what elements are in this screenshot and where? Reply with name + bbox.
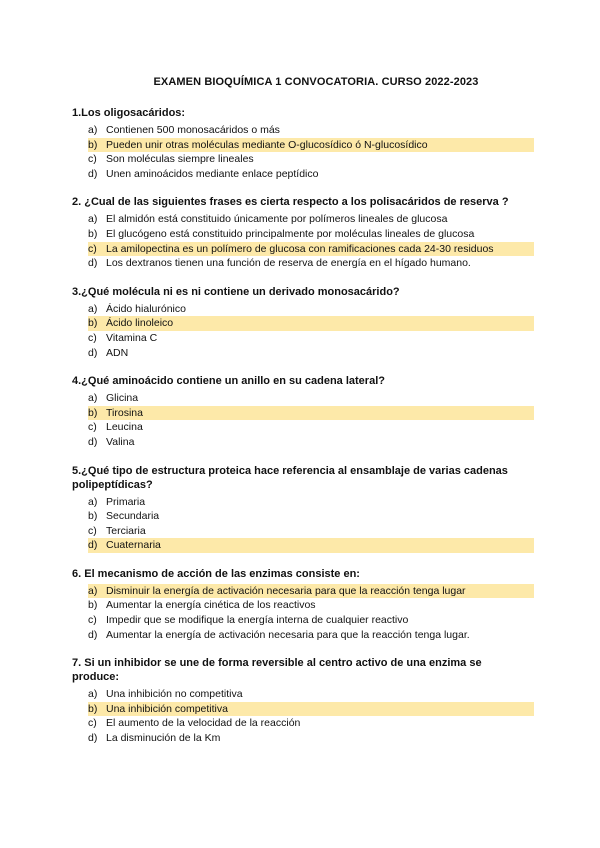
question-7 [72,656,560,745]
option-text: Los dextranos tienen una función de reserva de energía en el hígado humano. [106,257,471,270]
answer-option [72,152,560,167]
option-text: Una inhibición competitiva [106,702,228,715]
highlighted-answer-option [88,702,534,717]
option-letter: b) [88,599,98,612]
option-list [72,495,560,553]
option-letter: d) [88,628,98,641]
option-letter: a) [88,302,98,315]
answer-option [72,391,560,406]
option-text: Disminuir la energía de activación necesaria para que la reacción tenga lugar [106,584,466,597]
option-text: Terciaria [106,524,146,537]
question-3 [72,285,560,360]
option-letter: a) [88,584,98,597]
answer-option [72,302,560,317]
option-text: Primaria [106,495,146,508]
option-letter: d) [88,167,98,180]
answer-option [72,613,560,628]
question-5 [72,464,560,553]
question-text: 6. El mecanismo de acción de las enzimas consiste en: [72,567,360,580]
option-text: Aumentar la energía cinética de los reactivos [106,599,316,612]
option-list [72,391,560,449]
option-letter: c) [88,614,97,627]
option-letter: c) [88,421,97,434]
option-text: El almidón está constituido únicamente por polímeros lineales de glucosa [106,213,448,226]
answer-option [72,598,560,613]
option-text: El glucógeno está constituido principalmente por moléculas lineales de glucosa [106,227,475,240]
answer-option [72,420,560,435]
option-text: Unen aminoácidos mediante enlace peptídico [106,167,319,180]
option-text: Secundaria [106,510,160,523]
option-letter: b) [88,227,98,240]
answer-option [72,435,560,450]
option-letter: a) [88,688,98,701]
question-text: 3.¿Qué molécula ni es ni contiene un derivado monosacárido? [72,285,400,298]
option-text: Valina [106,435,135,448]
answer-option [72,123,560,138]
option-letter: b) [88,702,98,715]
option-letter: b) [88,406,98,419]
option-text: ADN [106,346,129,359]
answer-option [72,256,560,271]
answer-option [72,524,560,539]
option-text: El aumento de la velocidad de la reacción [106,717,301,730]
option-letter: c) [88,153,97,166]
answer-option [72,331,560,346]
option-text: Impedir que se modifique la energía interna de cualquier reactivo [106,614,409,627]
option-list [72,212,560,270]
option-text: Aumentar la energía de activación necesaria para que la reacción tenga lugar. [106,628,470,641]
question-list [72,106,560,746]
option-text: Vitamina C [106,331,158,344]
question-2 [72,195,560,270]
option-text: Cuaternaria [106,539,161,552]
question-4 [72,374,560,449]
option-text: Leucina [106,421,143,434]
answer-option [72,167,560,182]
option-letter: b) [88,138,98,151]
option-letter: a) [88,213,98,226]
highlighted-answer-option [88,584,534,599]
option-text: Contienen 500 monosacáridos o más [106,124,280,136]
answer-option [72,716,560,731]
highlighted-answer-option [88,138,534,153]
option-letter: b) [88,317,98,330]
answer-option [72,687,560,702]
option-list [72,584,560,642]
option-letter: c) [88,717,97,730]
option-letter: a) [88,392,98,405]
page-title: EXAMEN BIOQUÍMICA 1 CONVOCATORIA. CURSO 2022-2023 [153,76,479,88]
answer-option [72,227,560,242]
option-letter: c) [88,524,97,537]
option-list [72,123,560,181]
option-list [72,302,560,360]
option-letter: d) [88,257,98,270]
option-text: Tirosina [106,406,143,419]
option-letter: d) [88,435,98,448]
option-text: Una inhibición no competitiva [106,688,243,701]
question-text: 2. ¿Cual de las siguientes frases es cierta respecto a los polisacáridos de reserva ? [72,196,509,209]
highlighted-answer-option [88,316,534,331]
option-letter: a) [88,124,98,136]
option-letter: d) [88,539,98,552]
option-text: Ácido hialurónico [106,302,186,315]
option-letter: b) [88,510,98,523]
highlighted-answer-option [88,242,534,257]
option-letter: a) [88,495,98,508]
option-letter: d) [88,346,98,359]
option-letter: c) [88,242,97,255]
question-text: 4.¿Qué aminoácido contiene un anillo en su cadena lateral? [72,375,385,388]
option-list [72,687,560,745]
answer-option [72,495,560,510]
question-text: 5.¿Qué tipo de estructura proteica hace referencia al ensamblaje de varias cadenas polipeptídicas? [72,464,508,491]
question-6 [72,567,560,642]
option-text: Glicina [106,392,139,405]
question-1 [72,106,560,181]
answer-option [72,346,560,361]
option-letter: c) [88,331,97,344]
answer-option [72,731,560,746]
highlighted-answer-option [88,406,534,421]
question-text: 7. Si un inhibidor se une de forma reversible al centro activo de una enzima se produce: [72,657,482,684]
answer-option [72,628,560,643]
option-text: La amilopectina es un polímero de glucosa con ramificaciones cada 24-30 residuos [106,242,494,255]
option-text: Ácido linoleico [106,317,174,330]
option-text: Pueden unir otras moléculas mediante O-glucosídico ó N-glucosídico [106,138,428,151]
option-letter: d) [88,732,98,745]
highlighted-answer-option [88,538,534,553]
answer-option [72,212,560,227]
option-text: Son moléculas siempre lineales [106,153,254,166]
option-text: La disminución de la Km [106,732,221,745]
answer-option [72,509,560,524]
question-text: 1.Los oligosacáridos: [72,107,186,119]
